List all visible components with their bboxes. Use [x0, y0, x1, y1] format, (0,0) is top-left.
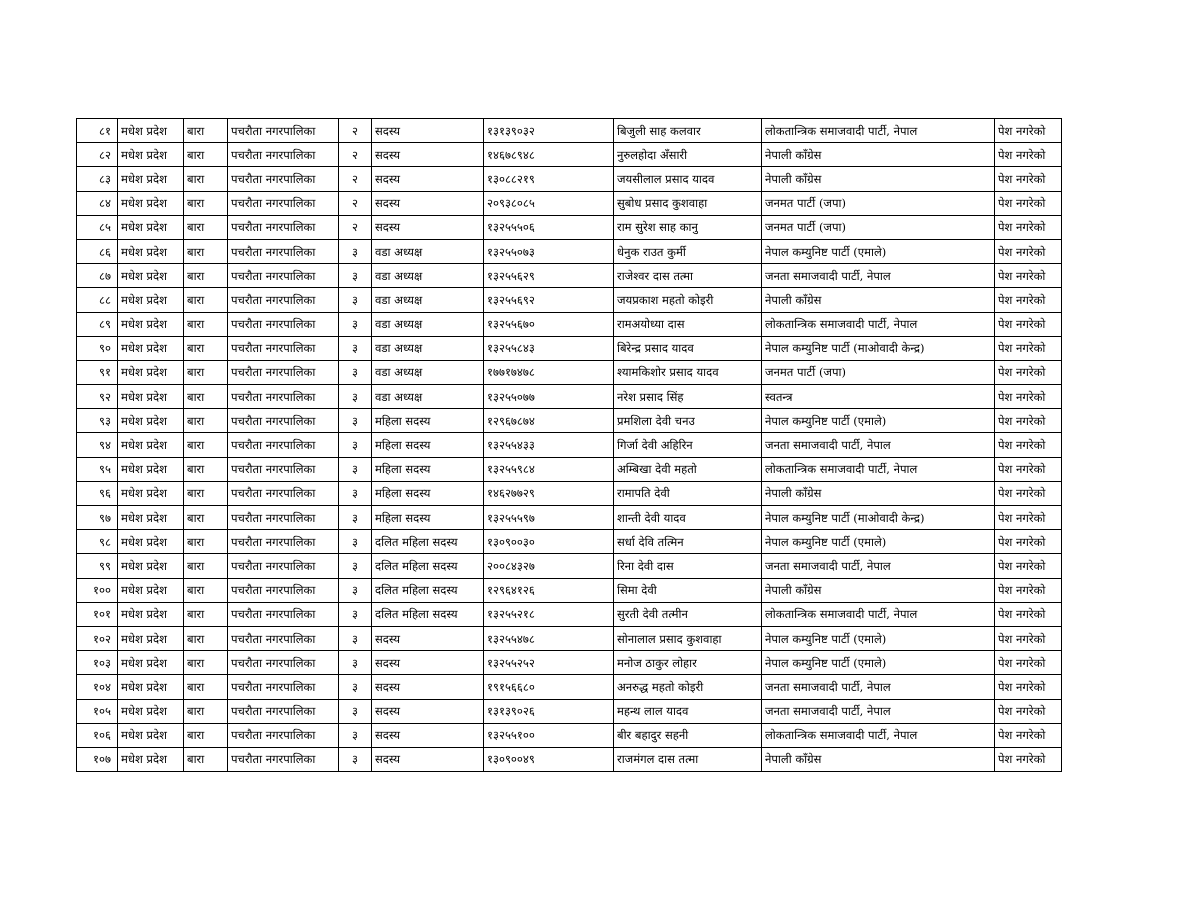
status-cell: पेश नगरेको [995, 312, 1062, 336]
post-cell: सदस्य [372, 215, 484, 239]
district-cell: बारा [184, 578, 228, 602]
candidate-name-cell: महन्थ लाल यादव [614, 699, 762, 723]
serial-number-cell: ८५ [77, 215, 118, 239]
post-cell: वडा अध्यक्ष [372, 264, 484, 288]
municipality-cell: पचरौता नगरपालिका [228, 506, 339, 530]
post-cell: दलित महिला सदस्य [372, 554, 484, 578]
candidate-name-cell: गिर्जा देवी अहिरिन [614, 433, 762, 457]
table-row [77, 143, 1062, 167]
candidate-name-cell: रामअयोध्या दास [614, 312, 762, 336]
table-row [77, 699, 1062, 723]
serial-number-cell: ९८ [77, 530, 118, 554]
province-cell: मधेश प्रदेश [118, 385, 184, 409]
serial-number-cell: ८४ [77, 191, 118, 215]
candidate-name-cell: राजमंगल दास तत्मा [614, 747, 762, 771]
district-cell: बारा [184, 723, 228, 747]
municipality-cell: पचरौता नगरपालिका [228, 288, 339, 312]
post-cell: वडा अध्यक्ष [372, 385, 484, 409]
post-cell: सदस्य [372, 143, 484, 167]
table-row [77, 167, 1062, 191]
province-cell: मधेश प्रदेश [118, 167, 184, 191]
municipality-cell: पचरौता नगरपालिका [228, 626, 339, 650]
serial-number-cell: ९१ [77, 360, 118, 384]
party-cell: नेपाली काँग्रेस [762, 747, 995, 771]
ward-number-cell: ३ [339, 409, 372, 433]
party-cell: नेपाल कम्युनिष्ट पार्टी (माओवादी केन्द्र) [762, 506, 995, 530]
post-cell: दलित महिला सदस्य [372, 602, 484, 626]
province-cell: मधेश प्रदेश [118, 336, 184, 360]
citizenship-number-cell: १३१३९०३२ [484, 119, 614, 143]
serial-number-cell: ८८ [77, 288, 118, 312]
district-cell: बारा [184, 602, 228, 626]
province-cell: मधेश प्रदेश [118, 530, 184, 554]
post-cell: सदस्य [372, 191, 484, 215]
municipality-cell: पचरौता नगरपालिका [228, 360, 339, 384]
citizenship-number-cell: १३२५५९८४ [484, 457, 614, 481]
municipality-cell: पचरौता नगरपालिका [228, 409, 339, 433]
status-cell: पेश नगरेको [995, 288, 1062, 312]
province-cell: मधेश प्रदेश [118, 360, 184, 384]
ward-number-cell: ३ [339, 578, 372, 602]
table-row [77, 288, 1062, 312]
citizenship-number-cell: १३२५५६७० [484, 312, 614, 336]
status-cell: पेश नगरेको [995, 191, 1062, 215]
party-cell: जनमत पार्टी (जपा) [762, 360, 995, 384]
citizenship-number-cell: १७७१७४७८ [484, 360, 614, 384]
candidate-name-cell: नरेश प्रसाद सिंह [614, 385, 762, 409]
municipality-cell: पचरौता नगरपालिका [228, 723, 339, 747]
candidate-name-cell: मनोज ठाकुर लोहार [614, 651, 762, 675]
district-cell: बारा [184, 167, 228, 191]
table-row [77, 409, 1062, 433]
post-cell: सदस्य [372, 675, 484, 699]
district-cell: बारा [184, 385, 228, 409]
party-cell: जनमत पार्टी (जपा) [762, 191, 995, 215]
citizenship-number-cell: २००८४३२७ [484, 554, 614, 578]
district-cell: बारा [184, 239, 228, 263]
province-cell: मधेश प्रदेश [118, 119, 184, 143]
table-row [77, 506, 1062, 530]
status-cell: पेश नगरेको [995, 239, 1062, 263]
status-cell: पेश नगरेको [995, 602, 1062, 626]
province-cell: मधेश प्रदेश [118, 481, 184, 505]
province-cell: मधेश प्रदेश [118, 723, 184, 747]
party-cell: नेपाली काँग्रेस [762, 167, 995, 191]
citizenship-number-cell: १३२५५०७७ [484, 385, 614, 409]
party-cell: नेपाल कम्युनिष्ट पार्टी (एमाले) [762, 626, 995, 650]
table-row [77, 385, 1062, 409]
ward-number-cell: २ [339, 143, 372, 167]
party-cell: जनता समाजवादी पार्टी, नेपाल [762, 675, 995, 699]
province-cell: मधेश प्रदेश [118, 675, 184, 699]
table-row [77, 578, 1062, 602]
post-cell: दलित महिला सदस्य [372, 578, 484, 602]
district-cell: बारा [184, 312, 228, 336]
ward-number-cell: ३ [339, 481, 372, 505]
post-cell: सदस्य [372, 119, 484, 143]
serial-number-cell: ८९ [77, 312, 118, 336]
post-cell: सदस्य [372, 723, 484, 747]
district-cell: बारा [184, 264, 228, 288]
serial-number-cell: ९४ [77, 433, 118, 457]
party-cell: नेपाली काँग्रेस [762, 481, 995, 505]
ward-number-cell: ३ [339, 675, 372, 699]
table-row [77, 626, 1062, 650]
municipality-cell: पचरौता नगरपालिका [228, 385, 339, 409]
status-cell: पेश नगरेको [995, 360, 1062, 384]
post-cell: सदस्य [372, 626, 484, 650]
serial-number-cell: १०५ [77, 699, 118, 723]
status-cell: पेश नगरेको [995, 167, 1062, 191]
status-cell: पेश नगरेको [995, 723, 1062, 747]
table-row [77, 191, 1062, 215]
status-cell: पेश नगरेको [995, 651, 1062, 675]
province-cell: मधेश प्रदेश [118, 457, 184, 481]
district-cell: बारा [184, 481, 228, 505]
ward-number-cell: २ [339, 215, 372, 239]
serial-number-cell: १०२ [77, 626, 118, 650]
party-cell: जनता समाजवादी पार्टी, नेपाल [762, 554, 995, 578]
ward-number-cell: २ [339, 119, 372, 143]
ward-number-cell: ३ [339, 336, 372, 360]
province-cell: मधेश प्रदेश [118, 651, 184, 675]
district-cell: बारा [184, 747, 228, 771]
citizenship-number-cell: १३२५५५९७ [484, 506, 614, 530]
ward-number-cell: ३ [339, 288, 372, 312]
district-cell: बारा [184, 215, 228, 239]
municipality-cell: पचरौता नगरपालिका [228, 530, 339, 554]
province-cell: मधेश प्रदेश [118, 409, 184, 433]
candidate-name-cell: धेनुक राउत कुर्मी [614, 239, 762, 263]
municipality-cell: पचरौता नगरपालिका [228, 578, 339, 602]
ward-number-cell: ३ [339, 699, 372, 723]
district-cell: बारा [184, 409, 228, 433]
municipality-cell: पचरौता नगरपालिका [228, 699, 339, 723]
party-cell: लोकतान्त्रिक समाजवादी पार्टी, नेपाल [762, 119, 995, 143]
citizenship-number-cell: १३२५५१०० [484, 723, 614, 747]
district-cell: बारा [184, 336, 228, 360]
party-cell: नेपाल कम्युनिष्ट पार्टी (एमाले) [762, 239, 995, 263]
ward-number-cell: ३ [339, 602, 372, 626]
candidate-name-cell: राजेश्वर दास तत्मा [614, 264, 762, 288]
status-cell: पेश नगरेको [995, 626, 1062, 650]
post-cell: सदस्य [372, 747, 484, 771]
province-cell: मधेश प्रदेश [118, 578, 184, 602]
province-cell: मधेश प्रदेश [118, 288, 184, 312]
ward-number-cell: ३ [339, 239, 372, 263]
candidate-name-cell: सुरती देवी तत्मीन [614, 602, 762, 626]
post-cell: सदस्य [372, 651, 484, 675]
status-cell: पेश नगरेको [995, 699, 1062, 723]
serial-number-cell: १०० [77, 578, 118, 602]
citizenship-number-cell: १४६७८९४८ [484, 143, 614, 167]
candidate-name-cell: श्यामकिशोर प्रसाद यादव [614, 360, 762, 384]
party-cell: जनता समाजवादी पार्टी, नेपाल [762, 699, 995, 723]
municipality-cell: पचरौता नगरपालिका [228, 191, 339, 215]
table-row [77, 651, 1062, 675]
district-cell: बारा [184, 457, 228, 481]
citizenship-number-cell: १३२५५५०६ [484, 215, 614, 239]
candidate-name-cell: जयप्रकाश महतो कोइरी [614, 288, 762, 312]
status-cell: पेश नगरेको [995, 747, 1062, 771]
district-cell: बारा [184, 506, 228, 530]
province-cell: मधेश प्रदेश [118, 554, 184, 578]
serial-number-cell: ९५ [77, 457, 118, 481]
table-row [77, 336, 1062, 360]
province-cell: मधेश प्रदेश [118, 699, 184, 723]
serial-number-cell: ९३ [77, 409, 118, 433]
district-cell: बारा [184, 433, 228, 457]
citizenship-number-cell: १३१३९०२६ [484, 699, 614, 723]
ward-number-cell: ३ [339, 457, 372, 481]
district-cell: बारा [184, 675, 228, 699]
post-cell: वडा अध्यक्ष [372, 288, 484, 312]
status-cell: पेश नगरेको [995, 578, 1062, 602]
ward-number-cell: २ [339, 191, 372, 215]
citizenship-number-cell: १३२५५८४३ [484, 336, 614, 360]
serial-number-cell: ८६ [77, 239, 118, 263]
post-cell: वडा अध्यक्ष [372, 336, 484, 360]
post-cell: महिला सदस्य [372, 506, 484, 530]
ward-number-cell: ३ [339, 723, 372, 747]
party-cell: लोकतान्त्रिक समाजवादी पार्टी, नेपाल [762, 312, 995, 336]
citizenship-number-cell: १२९६४१२६ [484, 578, 614, 602]
post-cell: वडा अध्यक्ष [372, 239, 484, 263]
party-cell: लोकतान्त्रिक समाजवादी पार्टी, नेपाल [762, 723, 995, 747]
province-cell: मधेश प्रदेश [118, 312, 184, 336]
municipality-cell: पचरौता नगरपालिका [228, 167, 339, 191]
table-row [77, 360, 1062, 384]
status-cell: पेश नगरेको [995, 143, 1062, 167]
post-cell: महिला सदस्य [372, 481, 484, 505]
serial-number-cell: ८१ [77, 119, 118, 143]
candidate-name-cell: प्रमशिला देवी चनउ [614, 409, 762, 433]
table-row [77, 481, 1062, 505]
citizenship-number-cell: १२९६७८७४ [484, 409, 614, 433]
municipality-cell: पचरौता नगरपालिका [228, 433, 339, 457]
post-cell: वडा अध्यक्ष [372, 312, 484, 336]
municipality-cell: पचरौता नगरपालिका [228, 675, 339, 699]
ward-number-cell: ३ [339, 626, 372, 650]
district-cell: बारा [184, 530, 228, 554]
district-cell: बारा [184, 554, 228, 578]
candidate-name-cell: सिमा देवी [614, 578, 762, 602]
province-cell: मधेश प्रदेश [118, 433, 184, 457]
citizenship-number-cell: १३०९००४९ [484, 747, 614, 771]
table-row [77, 264, 1062, 288]
party-cell: जनता समाजवादी पार्टी, नेपाल [762, 264, 995, 288]
table-row [77, 119, 1062, 143]
party-cell: जनमत पार्टी (जपा) [762, 215, 995, 239]
ward-number-cell: ३ [339, 385, 372, 409]
candidate-name-cell: जयसीलाल प्रसाद यादव [614, 167, 762, 191]
citizenship-number-cell: १३२५५०७३ [484, 239, 614, 263]
citizenship-number-cell: १३०९००३० [484, 530, 614, 554]
citizenship-number-cell: २०९३८०८५ [484, 191, 614, 215]
post-cell: वडा अध्यक्ष [372, 360, 484, 384]
province-cell: मधेश प्रदेश [118, 264, 184, 288]
ward-number-cell: ३ [339, 554, 372, 578]
province-cell: मधेश प्रदेश [118, 215, 184, 239]
post-cell: सदस्य [372, 699, 484, 723]
ward-number-cell: ३ [339, 747, 372, 771]
district-cell: बारा [184, 626, 228, 650]
status-cell: पेश नगरेको [995, 119, 1062, 143]
party-cell: नेपाल कम्युनिष्ट पार्टी (माओवादी केन्द्र) [762, 336, 995, 360]
municipality-cell: पचरौता नगरपालिका [228, 554, 339, 578]
municipality-cell: पचरौता नगरपालिका [228, 481, 339, 505]
serial-number-cell: १०१ [77, 602, 118, 626]
status-cell: पेश नगरेको [995, 409, 1062, 433]
ward-number-cell: २ [339, 167, 372, 191]
ward-number-cell: ३ [339, 264, 372, 288]
candidate-name-cell: राम सुरेश साह कानु [614, 215, 762, 239]
citizenship-number-cell: १३२५५६२९ [484, 264, 614, 288]
party-cell: नेपाल कम्युनिष्ट पार्टी (एमाले) [762, 530, 995, 554]
status-cell: पेश नगरेको [995, 336, 1062, 360]
province-cell: मधेश प्रदेश [118, 602, 184, 626]
ward-number-cell: ३ [339, 506, 372, 530]
serial-number-cell: १०७ [77, 747, 118, 771]
serial-number-cell: १०६ [77, 723, 118, 747]
province-cell: मधेश प्रदेश [118, 506, 184, 530]
table-row [77, 675, 1062, 699]
table-row [77, 723, 1062, 747]
table-row [77, 457, 1062, 481]
status-cell: पेश नगरेको [995, 215, 1062, 239]
status-cell: पेश नगरेको [995, 530, 1062, 554]
province-cell: मधेश प्रदेश [118, 747, 184, 771]
status-cell: पेश नगरेको [995, 264, 1062, 288]
ward-number-cell: ३ [339, 530, 372, 554]
serial-number-cell: ९९ [77, 554, 118, 578]
serial-number-cell: ८७ [77, 264, 118, 288]
serial-number-cell: ८३ [77, 167, 118, 191]
serial-number-cell: ९२ [77, 385, 118, 409]
party-cell: नेपाली काँग्रेस [762, 288, 995, 312]
ward-number-cell: ३ [339, 312, 372, 336]
serial-number-cell: ९६ [77, 481, 118, 505]
post-cell: महिला सदस्य [372, 433, 484, 457]
status-cell: पेश नगरेको [995, 433, 1062, 457]
table-body [77, 119, 1062, 772]
serial-number-cell: १०४ [77, 675, 118, 699]
municipality-cell: पचरौता नगरपालिका [228, 215, 339, 239]
party-cell: नेपाली काँग्रेस [762, 143, 995, 167]
party-cell: नेपाली काँग्रेस [762, 578, 995, 602]
status-cell: पेश नगरेको [995, 554, 1062, 578]
district-cell: बारा [184, 360, 228, 384]
candidate-name-cell: सर्धा देवि तत्मिन [614, 530, 762, 554]
citizenship-number-cell: १४६२७७२९ [484, 481, 614, 505]
citizenship-number-cell: १३२५५२५२ [484, 651, 614, 675]
candidate-name-cell: सुबोध प्रसाद कुशवाहा [614, 191, 762, 215]
status-cell: पेश नगरेको [995, 506, 1062, 530]
citizenship-number-cell: १३२५५४३३ [484, 433, 614, 457]
municipality-cell: पचरौता नगरपालिका [228, 457, 339, 481]
table-row [77, 433, 1062, 457]
serial-number-cell: १०३ [77, 651, 118, 675]
table-row [77, 312, 1062, 336]
post-cell: सदस्य [372, 167, 484, 191]
post-cell: महिला सदस्य [372, 409, 484, 433]
party-cell: लोकतान्त्रिक समाजवादी पार्टी, नेपाल [762, 457, 995, 481]
status-cell: पेश नगरेको [995, 481, 1062, 505]
municipality-cell: पचरौता नगरपालिका [228, 119, 339, 143]
candidate-name-cell: रिना देवी दास [614, 554, 762, 578]
ward-number-cell: ३ [339, 433, 372, 457]
province-cell: मधेश प्रदेश [118, 626, 184, 650]
candidate-name-cell: अनरुद्ध महतो कोइरी [614, 675, 762, 699]
status-cell: पेश नगरेको [995, 457, 1062, 481]
party-cell: लोकतान्त्रिक समाजवादी पार्टी, नेपाल [762, 602, 995, 626]
province-cell: मधेश प्रदेश [118, 191, 184, 215]
party-cell: जनता समाजवादी पार्टी, नेपाल [762, 433, 995, 457]
district-cell: बारा [184, 119, 228, 143]
party-cell: स्वतन्त्र [762, 385, 995, 409]
citizenship-number-cell: १३२५५४७८ [484, 626, 614, 650]
municipality-cell: पचरौता नगरपालिका [228, 651, 339, 675]
party-cell: नेपाल कम्युनिष्ट पार्टी (एमाले) [762, 409, 995, 433]
status-cell: पेश नगरेको [995, 675, 1062, 699]
table-row [77, 239, 1062, 263]
serial-number-cell: ९० [77, 336, 118, 360]
district-cell: बारा [184, 288, 228, 312]
candidate-name-cell: अम्बिखा देवी महतो [614, 457, 762, 481]
district-cell: बारा [184, 191, 228, 215]
candidate-name-cell: नुरुलहोदा अँसारी [614, 143, 762, 167]
province-cell: मधेश प्रदेश [118, 239, 184, 263]
serial-number-cell: ८२ [77, 143, 118, 167]
candidate-name-cell: सोनालाल प्रसाद कुशवाहा [614, 626, 762, 650]
table-row [77, 602, 1062, 626]
municipality-cell: पचरौता नगरपालिका [228, 312, 339, 336]
table-row [77, 747, 1062, 771]
candidate-name-cell: रामापति देवी [614, 481, 762, 505]
table-row [77, 530, 1062, 554]
citizenship-number-cell: १३०८८२१९ [484, 167, 614, 191]
candidate-name-cell: बीर बहादुर सहनी [614, 723, 762, 747]
candidate-name-cell: शान्ती देवी यादव [614, 506, 762, 530]
status-cell: पेश नगरेको [995, 385, 1062, 409]
district-cell: बारा [184, 699, 228, 723]
party-cell: नेपाल कम्युनिष्ट पार्टी (एमाले) [762, 651, 995, 675]
candidate-table [76, 118, 1062, 772]
candidate-name-cell: बिरेन्द्र प्रसाद यादव [614, 336, 762, 360]
ward-number-cell: ३ [339, 360, 372, 384]
citizenship-number-cell: १३२५५६९२ [484, 288, 614, 312]
citizenship-number-cell: १९१५६६८० [484, 675, 614, 699]
serial-number-cell: ९७ [77, 506, 118, 530]
municipality-cell: पचरौता नगरपालिका [228, 264, 339, 288]
post-cell: दलित महिला सदस्य [372, 530, 484, 554]
municipality-cell: पचरौता नगरपालिका [228, 336, 339, 360]
table-row [77, 554, 1062, 578]
post-cell: महिला सदस्य [372, 457, 484, 481]
district-cell: बारा [184, 651, 228, 675]
candidate-name-cell: बिजुली साह कलवार [614, 119, 762, 143]
citizenship-number-cell: १३२५५२१८ [484, 602, 614, 626]
municipality-cell: पचरौता नगरपालिका [228, 239, 339, 263]
table-row [77, 215, 1062, 239]
province-cell: मधेश प्रदेश [118, 143, 184, 167]
municipality-cell: पचरौता नगरपालिका [228, 747, 339, 771]
ward-number-cell: ३ [339, 651, 372, 675]
municipality-cell: पचरौता नगरपालिका [228, 143, 339, 167]
district-cell: बारा [184, 143, 228, 167]
municipality-cell: पचरौता नगरपालिका [228, 602, 339, 626]
